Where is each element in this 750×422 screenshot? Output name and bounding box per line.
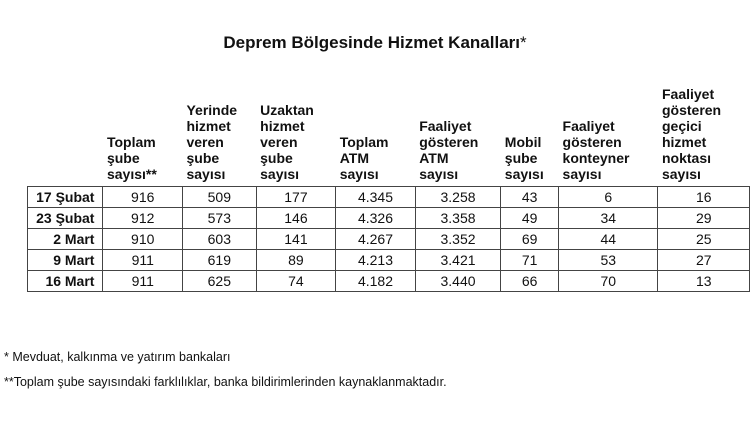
title-text: Deprem Bölgesinde Hizmet Kanalları	[223, 33, 520, 52]
table-cell: 34	[559, 208, 658, 229]
table-cell: 4.267	[336, 229, 415, 250]
table-cell: 625	[182, 271, 256, 292]
footnote-banks: * Mevduat, kalkınma ve yatırım bankaları	[4, 350, 231, 364]
column-header-active-atm: Faaliyet gösteren ATM sayısı	[419, 118, 479, 182]
table-row	[28, 229, 750, 250]
table-cell: 911	[103, 250, 183, 271]
table-cell: 910	[103, 229, 183, 250]
row-date: 16 Mart	[28, 271, 103, 292]
table-cell: 29	[658, 208, 750, 229]
table-cell: 69	[501, 229, 559, 250]
table-cell: 13	[658, 271, 750, 292]
table-cell: 916	[103, 187, 183, 208]
table-cell: 141	[256, 229, 336, 250]
table-cell: 74	[256, 271, 336, 292]
column-header-remote-branches: Uzaktan hizmet veren şube sayısı	[260, 102, 314, 182]
table-cell: 3.352	[415, 229, 501, 250]
service-channels-table	[27, 86, 750, 292]
column-header-date	[28, 86, 103, 187]
table-cell: 70	[559, 271, 658, 292]
table-cell: 25	[658, 229, 750, 250]
page-title	[0, 33, 750, 53]
table-cell: 603	[182, 229, 256, 250]
table-cell: 71	[501, 250, 559, 271]
column-header-total-atm: Toplam ATM sayısı	[339, 134, 389, 182]
table-row	[28, 187, 750, 208]
column-header-temp-service-points: Faaliyet gösteren geçici hizmet noktası sayısı	[661, 86, 722, 182]
title-asterisk: *	[520, 33, 527, 52]
table-cell: 43	[501, 187, 559, 208]
table-cell: 44	[559, 229, 658, 250]
row-date: 9 Mart	[28, 250, 103, 271]
table-cell: 53	[559, 250, 658, 271]
table-cell: 3.421	[415, 250, 501, 271]
row-date: 17 Şubat	[28, 187, 103, 208]
footnote-branch-differences: **Toplam şube sayısındaki farklılıklar, banka bildirimlerinden kaynaklanmaktadır.	[4, 375, 447, 389]
row-date: 23 Şubat	[28, 208, 103, 229]
table-cell: 4.326	[336, 208, 415, 229]
table-cell: 4.182	[336, 271, 415, 292]
table-cell: 3.440	[415, 271, 501, 292]
table-cell: 911	[103, 271, 183, 292]
table-cell: 4.213	[336, 250, 415, 271]
table-cell: 89	[256, 250, 336, 271]
table-row	[28, 271, 750, 292]
table-cell: 16	[658, 187, 750, 208]
table-row	[28, 208, 750, 229]
table-row	[28, 250, 750, 271]
table-cell: 66	[501, 271, 559, 292]
table-cell: 3.258	[415, 187, 501, 208]
row-date: 2 Mart	[28, 229, 103, 250]
table-cell: 6	[559, 187, 658, 208]
table-cell: 912	[103, 208, 183, 229]
table-cell: 4.345	[336, 187, 415, 208]
table-cell: 27	[658, 250, 750, 271]
column-header-total-branches: Toplam şube sayısı**	[106, 134, 157, 182]
table-cell: 509	[182, 187, 256, 208]
table-cell: 619	[182, 250, 256, 271]
header-row	[28, 86, 750, 187]
table-cell: 573	[182, 208, 256, 229]
column-header-active-containers: Faaliyet gösteren konteyner sayısı	[562, 118, 630, 182]
table-cell: 3.358	[415, 208, 501, 229]
column-header-mobile-branches: Mobil şube sayısı	[504, 134, 544, 182]
table-cell: 49	[501, 208, 559, 229]
table-cell: 177	[256, 187, 336, 208]
table-cell: 146	[256, 208, 336, 229]
column-header-onsite-branches: Yerinde hizmet veren şube sayısı	[186, 102, 238, 182]
